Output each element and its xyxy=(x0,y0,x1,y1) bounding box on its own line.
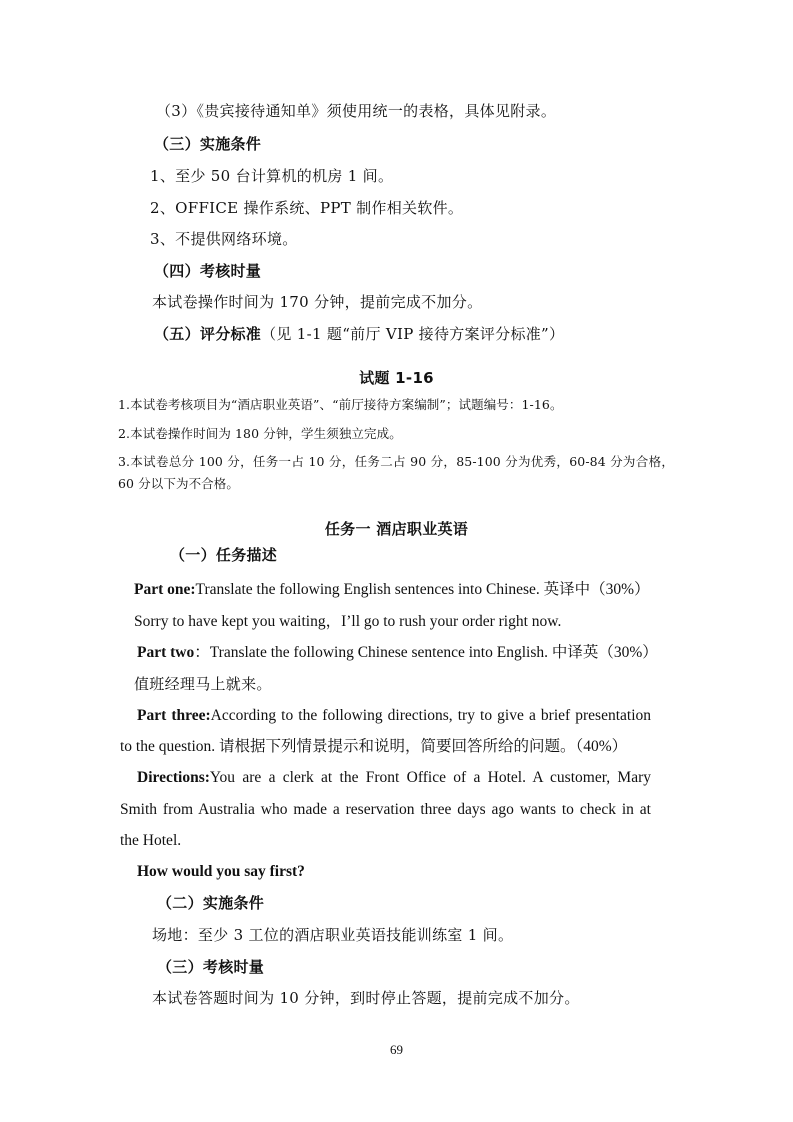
directions-paragraph-line: Smith from Australia who made a reservation three days ago wants to check in at xyxy=(120,801,651,818)
page-number: 69 xyxy=(390,1042,403,1057)
venue-statement: 场地：至少 3 工位的酒店职业英语技能训练室 1 间。 xyxy=(152,926,514,944)
section-heading-time: （四）考核时量 xyxy=(154,262,262,280)
appendix-note: （3）《贵宾接待通知单》须使用统一的表格，具体见附录。 xyxy=(156,102,557,120)
condition-item: 1、至少 50 台计算机的机房 1 间。 xyxy=(150,167,394,185)
question: How would you say first? xyxy=(137,863,305,880)
time-statement: 本试卷操作时间为 170 分钟，提前完成不加分。 xyxy=(152,293,483,311)
part-one-instruction xyxy=(134,580,650,600)
part-one-sentence: Sorry to have kept you waiting，I’ll go to rush your order right now. xyxy=(134,613,562,630)
section-heading-implementation: （三）实施条件 xyxy=(154,135,262,153)
part-three-text: According to the following directions, try to give a brief presentation xyxy=(210,707,652,724)
part-two-text: ：Translate the following Chinese sentence into English. 中译英（30%） xyxy=(194,644,658,661)
exam-title: 试题 1-16 xyxy=(359,369,434,387)
directions-paragraph xyxy=(137,768,651,788)
condition-item: 3、不提供网络环境。 xyxy=(150,230,298,248)
exam-note: 1.本试卷考核项目为“酒店职业英语”、“前厅接待方案编制”；试题编号：1-16。 xyxy=(118,397,563,412)
directions-text: You are a clerk at the Front Office of a Hotel. A customer, Mary xyxy=(209,769,651,786)
scoring-heading-note: （见 1-1 题“前厅 VIP 接待方案评分标准”） xyxy=(261,325,565,343)
part-one-text: Translate the following English sentences into Chinese. 英译中（30%） xyxy=(195,581,650,598)
part-two-label: Part two xyxy=(137,644,195,661)
part-three-instruction xyxy=(137,706,651,726)
part-three-instruction-continued: to the question. 请根据下列情景提示和说明，简要回答所给的问题。（40%） xyxy=(120,738,628,755)
task-title: 任务一 酒店职业英语 xyxy=(324,520,469,538)
exam-note: 3.本试卷总分 100 分，任务一占 10 分，任务二占 90 分，85-100 分为优秀，60-84 分为合格， xyxy=(118,454,674,469)
section-heading-implementation: （二）实施条件 xyxy=(157,894,265,912)
part-two-sentence: 值班经理马上就来。 xyxy=(134,675,272,693)
section-heading-description: （一）任务描述 xyxy=(170,546,278,564)
section-heading-time: （三）考核时量 xyxy=(157,958,265,976)
exam-note: 2.本试卷操作时间为 180 分钟，学生须独立完成。 xyxy=(118,426,402,441)
condition-item: 2、OFFICE 操作系统、PPT 制作相关软件。 xyxy=(150,199,464,217)
time-statement: 本试卷答题时间为 10 分钟，到时停止答题，提前完成不加分。 xyxy=(152,989,580,1007)
exam-note-continued: 60 分以下为不合格。 xyxy=(118,476,239,491)
scoring-heading-label: （五）评分标准 xyxy=(154,325,262,343)
part-one-label: Part one: xyxy=(134,581,196,598)
directions-label: Directions: xyxy=(137,769,210,786)
directions-paragraph-line: the Hotel. xyxy=(120,832,182,849)
part-three-label: Part three: xyxy=(137,707,211,724)
section-heading-scoring xyxy=(154,324,564,344)
part-two-instruction xyxy=(137,643,658,663)
